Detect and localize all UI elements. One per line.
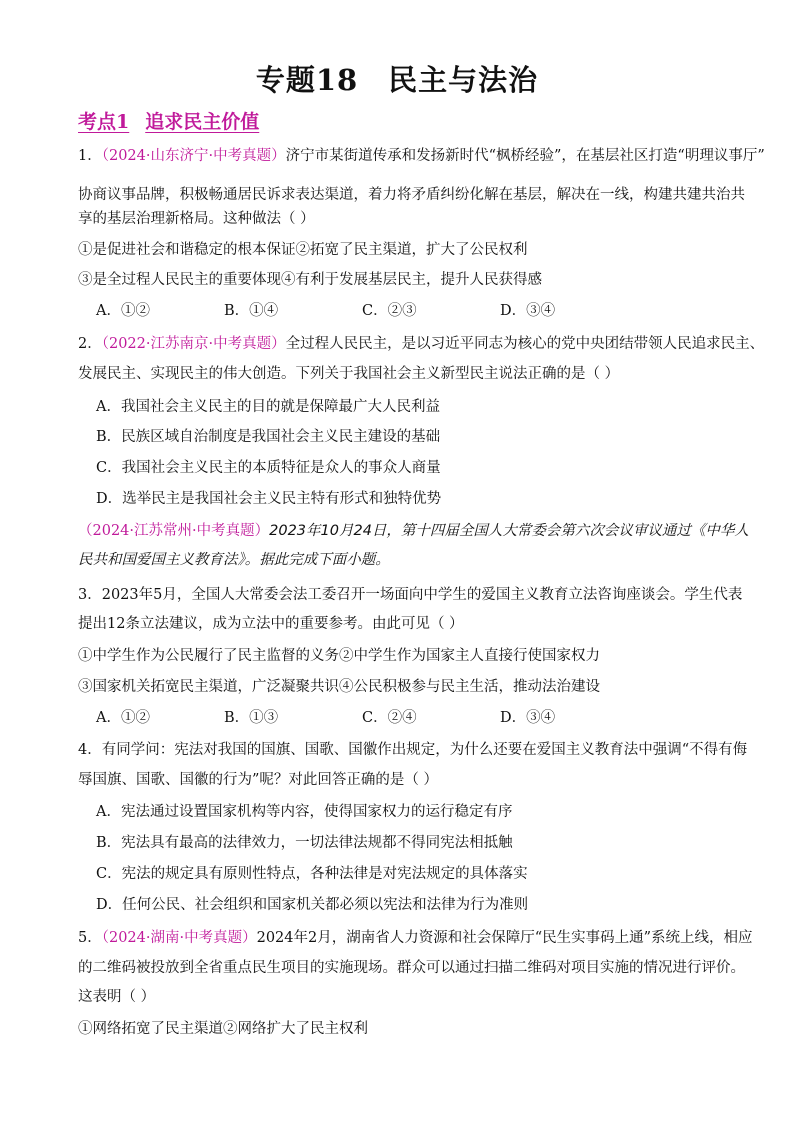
question-4-option-d[interactable]: D．任何公民、社会组织和国家机关都必须以宪法和法律为行为准则 (96, 897, 529, 913)
question-1-line-3: 享的基层治理新格局。这种做法（ ） (78, 211, 315, 227)
option-b[interactable]: B．①④ (224, 303, 279, 319)
option-d[interactable]: D．③④ (500, 710, 556, 726)
page-title (0, 58, 794, 99)
option-a[interactable]: A．①② (96, 710, 150, 726)
question-3-line-1: 3．2023年5月，全国人大常委会法工委召开一场面向中学生的爱国主义教育立法咨询座谈会。学生代表 (78, 587, 743, 603)
option-c[interactable]: C．②③ (362, 303, 417, 319)
question-1-statement-2: ③是全过程人民民主的重要体现④有利于发展基层民主，提升人民获得感 (78, 272, 542, 288)
question-2-line-1: 2．（2022·江苏南京·中考真题）全过程人民民主，是以习近平同志为核心的党中央团结带领人民追求民主、 (78, 336, 765, 352)
question-2-option-c[interactable]: C．我国社会主义民主的本质特征是众人的事众人商量 (96, 460, 441, 476)
question-5-statement-1: ①网络拓宽了民主渠道②网络扩大了民主权利 (78, 1021, 368, 1037)
question-3-options (96, 708, 555, 728)
question-1-line-1: 1．（2024·山东济宁·中考真题）济宁市某街道传承和发扬新时代“枫桥经验”，在基层社区打造“明理议事厅” (78, 148, 765, 164)
question-2-line-2: 发展民主、实现民主的伟大创造。下列关于我国社会主义新型民主说法正确的是（ ） (78, 366, 620, 382)
question-1-options (96, 301, 555, 321)
title-topic-name: 民主与法治 (388, 63, 539, 97)
question-1-source: （2024·山东济宁·中考真题） (101, 148, 286, 164)
material-source: （2024·江苏常州·中考真题） (78, 523, 270, 539)
question-4-line-1: 4．有同学问：宪法对我国的国旗、国歌、国徽作出规定，为什么还要在爱国主义教育法中强调“不得有侮 (78, 742, 748, 758)
question-5-source: （2024·湖南·中考真题） (101, 930, 257, 946)
option-a[interactable]: A．①② (96, 303, 150, 319)
section-name: 追求民主价值 (145, 111, 260, 133)
question-2-source: （2022·江苏南京·中考真题） (101, 336, 286, 352)
question-5-line-1: 5．（2024·湖南·中考真题）2024年2月，湖南省人力资源和社会保障厅“民生实事码上通”系统上线，相应 (78, 930, 753, 946)
section-heading (78, 107, 259, 134)
question-3-statement-2: ③国家机关拓宽民主渠道，广泛凝聚共识④公民积极参与民主生活，推动法治建设 (78, 679, 600, 695)
question-4-option-b[interactable]: B．宪法具有最高的法律效力，一切法律法规都不得同宪法相抵触 (96, 835, 513, 851)
option-c[interactable]: C．②④ (362, 710, 417, 726)
option-d[interactable]: D．③④ (500, 303, 556, 319)
material-line-1: （2024·江苏常州·中考真题）2023年10月24日，第十四届全国人大常委会第六次会议审议通过《中华人 (78, 523, 749, 539)
question-4-line-2: 辱国旗、国歌、国徽的行为”呢？对此回答正确的是（ ） (78, 772, 439, 788)
question-2-option-b[interactable]: B．民族区域自治制度是我国社会主义民主建设的基础 (96, 429, 441, 445)
question-1-line-2: 协商议事品牌，积极畅通居民诉求表达渠道，着力将矛盾纠纷化解在基层，解决在一线，构建共建共治共 (78, 187, 745, 203)
question-3-line-2: 提出12条立法建议，成为立法中的重要参考。由此可见（ ） (78, 616, 464, 632)
option-b[interactable]: B．①③ (224, 710, 279, 726)
question-1-statement-1: ①是促进社会和谐稳定的根本保证②拓宽了民主渠道，扩大了公民权利 (78, 242, 528, 258)
question-5-line-2: 的二维码被投放到全省重点民生项目的实施现场。群众可以通过扫描二维码对项目实施的情况进行评价。 (78, 960, 745, 976)
question-5-line-3: 这表明（ ） (78, 989, 156, 1005)
question-4-option-a[interactable]: A．宪法通过设置国家机构等内容，使得国家权力的运行稳定有序 (96, 804, 513, 820)
question-4-option-c[interactable]: C．宪法的规定具有原则性特点，各种法律是对宪法规定的具体落实 (96, 866, 528, 882)
section-number: 考点1 (78, 111, 130, 133)
question-2-option-d[interactable]: D．选举民主是我国社会主义民主特有形式和独特优势 (96, 491, 442, 507)
material-line-2: 民共和国爱国主义教育法》。据此完成下面小题。 (78, 552, 390, 568)
question-3-statement-1: ①中学生作为公民履行了民主监督的义务②中学生作为国家主人直接行使国家权力 (78, 648, 600, 664)
question-2-option-a[interactable]: A．我国社会主义民主的目的就是保障最广大人民利益 (96, 399, 440, 415)
title-topic-number: 专题18 (255, 63, 359, 97)
